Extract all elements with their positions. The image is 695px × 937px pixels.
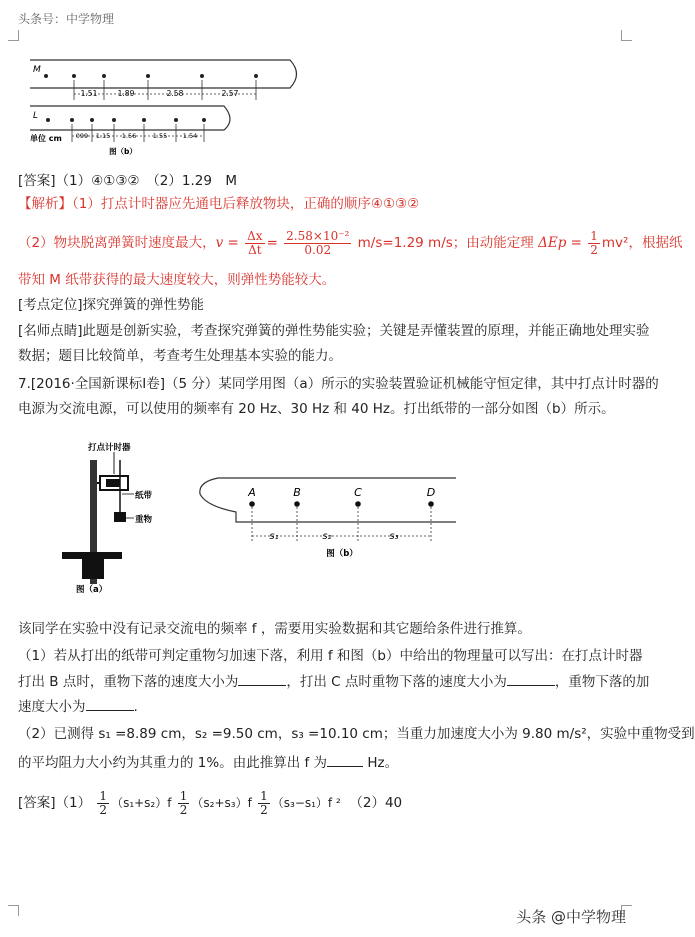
crop-mark bbox=[8, 905, 19, 916]
tape-m-label: M bbox=[33, 65, 41, 75]
q6-analysis-line2: （2）物块脱离弹簧时速度最大，v = $\frac{\Delta x}{\Delta t}$ = $\frac{\text{2.58×10⁻²}}{0.02}$ m/s=1.29 m/s；由动能定理 ΔEp = $\frac{1}{2}$ mv²，根据纸 bbox=[18, 228, 683, 257]
answer-blank bbox=[327, 754, 363, 767]
base-plate bbox=[62, 552, 122, 559]
crop-mark bbox=[621, 30, 632, 41]
point-label: C bbox=[354, 486, 362, 499]
answer-blank bbox=[238, 673, 286, 686]
q7-p1-line3: 速度大小为 . bbox=[18, 699, 138, 715]
fig-caption: 图（b） bbox=[109, 147, 137, 156]
q6-analysis-line3: 带知 M 纸带获得的最大速度较大，则弹性势能较大。 bbox=[18, 272, 336, 288]
point-label: D bbox=[426, 486, 436, 499]
l-gap-label: 1.56 bbox=[121, 132, 137, 140]
analysis-energy: mv²，根据纸 bbox=[601, 235, 683, 251]
q7-p2-line2: 的平均阻力大小约为其重力的 1%。由此推算出 f 为 Hz。 bbox=[18, 755, 399, 771]
q7-p1-line2: 打出 B 点时，重物下落的速度大小为 ，打出 C 点时重物下落的速度大小为 ，重物下落的加 bbox=[18, 674, 650, 690]
analysis-text: （2）物块脱离弹簧时速度最大， bbox=[18, 235, 216, 251]
tape-label: 纸带 bbox=[135, 491, 153, 501]
apparatus-figure-a bbox=[62, 440, 182, 600]
q6-answer: [答案]（1）④①③② （2）1.29 M bbox=[18, 173, 238, 189]
source-header: 头条号：中学物理 bbox=[18, 12, 115, 26]
fraction-half: $\frac{1}{2}$ bbox=[260, 788, 268, 817]
tape-l-label: L bbox=[33, 111, 39, 121]
watermark: 头条 @中学物理 bbox=[516, 908, 626, 926]
q6-analysis-line1: 【解析】（1）打点计时器应先通电后释放物块，正确的顺序④①③② bbox=[18, 196, 420, 212]
q7-stem-line1: 7.[2016·全国新课标Ⅰ卷]（5 分）某同学用图（a）所示的实验装置验证机械能守恒定律，其中打点计时器的 bbox=[18, 376, 659, 392]
fraction-half: $\frac{1}{2}$ bbox=[99, 788, 108, 817]
tape-m-outline bbox=[30, 60, 297, 88]
tape-dots bbox=[249, 501, 434, 507]
l-gap-label: 1.15 bbox=[95, 132, 111, 140]
q6-comment-line2: 数据；题目比较简单，考查考生处理基本实验的能力。 bbox=[18, 348, 342, 364]
point-label: A bbox=[248, 486, 256, 499]
tape-figure-b bbox=[28, 52, 318, 164]
gap-label: s₂ bbox=[322, 531, 332, 542]
gap-label: s₃ bbox=[389, 531, 399, 542]
m-gap-label: 1.51 bbox=[80, 89, 98, 98]
weight-block bbox=[114, 512, 126, 522]
tape-outline bbox=[200, 478, 456, 522]
tape-figure-b2 bbox=[196, 476, 458, 562]
fraction-value: $\frac{\text{2.58×10⁻²}}{0.02}$ bbox=[286, 228, 350, 257]
analysis-result: m/s=1.29 m/s；由动能定理 bbox=[357, 235, 534, 251]
fraction-half: $\frac{1}{2}$ bbox=[590, 228, 598, 257]
m-gap-label: 2.57 bbox=[221, 89, 239, 98]
velocity-symbol: v = bbox=[215, 235, 239, 251]
fig-b-caption: 图（b） bbox=[326, 549, 358, 559]
energy-symbol: ΔEp = bbox=[538, 235, 582, 251]
gap-label: s₁ bbox=[269, 531, 279, 542]
q7-p1-line1: （1）若从打出的纸带可判定重物匀加速下落，利用 f 和图（b）中给出的物理量可以写出：在打点计时器 bbox=[18, 648, 643, 664]
fraction-half: $\frac{1}{2}$ bbox=[179, 788, 188, 817]
q7-para1: 该同学在实验中没有记录交流电的频率 f ，需要用实验数据和其它题给条件进行推算。 bbox=[18, 621, 531, 637]
crop-mark bbox=[8, 30, 19, 41]
m-gap-label: 1.89 bbox=[117, 89, 135, 98]
tape-m-dots bbox=[44, 74, 258, 78]
l-gap-label: 1.55 bbox=[152, 132, 168, 140]
q6-comment-line1: [名师点睛]此题是创新实验，考查探究弹簧的弹性势能实验；关键是弄懂装置的原理，并能正确地处理实验 bbox=[18, 323, 650, 339]
fraction-dx-dt: $\frac{\Delta x}{\Delta t}$ bbox=[247, 228, 263, 257]
unit-label: 单位 cm bbox=[30, 134, 62, 143]
l-gap-label: 1.54 bbox=[182, 132, 198, 140]
q7-stem-line2: 电源为交流电源，可以使用的频率有 20 Hz、30 Hz 和 40 Hz。打出纸带的一部分如图（b）所示。 bbox=[18, 401, 615, 417]
tape-l-dots bbox=[46, 118, 206, 122]
weight-label: 重物 bbox=[135, 515, 153, 525]
q7-p2-line1: （2）已测得 s₁ =8.89 cm，s₂ =9.50 cm，s₃ =10.10 cm；当重力加速度大小为 9.80 m/s²，实验中重物受到 bbox=[18, 726, 695, 742]
answer-blank bbox=[507, 673, 555, 686]
l-gap-label: 099 bbox=[75, 132, 89, 140]
answer-blank bbox=[86, 698, 134, 711]
q7-answer: [答案]（1） $\frac{1}{2}$ （s₁+s₂）f $\frac{1}{2}$ （s₂+s₃）f $\frac{1}{2}$ （s₃−s₁）f ² （2）40 bbox=[18, 788, 403, 817]
timer-label: 打点计时器 bbox=[88, 443, 131, 453]
tape-l-outline bbox=[30, 106, 230, 130]
point-label: B bbox=[293, 486, 301, 499]
q6-focus: [考点定位]探究弹簧的弹性势能 bbox=[18, 297, 205, 313]
m-gap-label: 2.58 bbox=[166, 89, 184, 98]
fig-a-caption: 图（a） bbox=[76, 585, 108, 595]
